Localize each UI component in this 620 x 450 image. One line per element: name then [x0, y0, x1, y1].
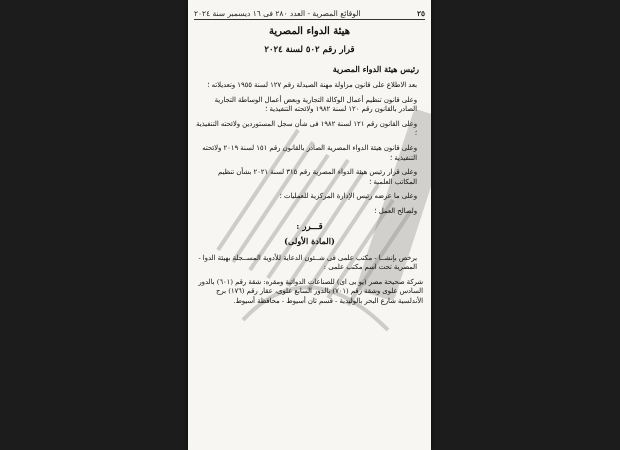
header-page-number: ٢٥	[416, 9, 425, 18]
header-title: الوقائع المصرية - العدد ٢٨٠ فى ١٦ ديسمبر سنة ٢٠٢٤	[194, 9, 361, 18]
preamble-item: وعلى قانون هيئة الدواء المصرية الصادر بالقانون رقم ١٥١ لسنة ٢٠١٩ ولائحته التنفيذية ؛	[202, 143, 417, 162]
document-page	[188, 0, 431, 450]
article-paragraph: يرخص بإنشــا - مكتب علمى فى شــئون الدعاية للأدوية المســجلة بهيئة الدوا - المصرية تحت اسم مكتب علمى :	[198, 253, 417, 272]
document-body	[196, 26, 423, 312]
decides-heading: قـــرر :	[296, 221, 323, 232]
gazette-header	[194, 4, 425, 20]
preamble-item: بعد الاطلاع على قانون مزاولة مهنة الصيدلة رقم ١٢٧ لسنة ١٩٥٥ وتعديلاته ؛	[207, 81, 417, 89]
article-heading: (المادة الأولى)	[284, 235, 335, 246]
authority-title: هيئة الدواء المصرية	[269, 26, 350, 37]
article-paragraph: شركة صحيحة مصر (يو بى اى) للصناعات الدوائية ومقره: شقة رقم (٦٠١) بالدور السادس علوى وشقة رقم (٧٠١) بالدور السابع علوى، عقار رقم (١٧٦) برج الأندلسية شارع البحر بالوليدية - قسم ثان أسيوط - محافظة أسيوط.	[198, 277, 423, 305]
preamble-item: وعلى قانون تنظيم أعمال الوكالة التجارية وبعض أعمال الوساطة التجارية الصادر بالقانون رقم ١٢٠ لسنة ١٩٨٢ ولائحته التنفيذية ؛	[214, 95, 417, 114]
preamble-item: وعلى ما عرضه رئيس الإدارة المركزية للعمليات ؛	[279, 192, 417, 201]
preamble-item: وعلى قرار رئيس هيئة الدواء المصرية رقم ٣١٥ لسنة ٢٠٢١ بشأن تنظيم المكاتب العلمية ؛	[218, 168, 417, 186]
decision-number: قرار رقم ٥٠٢ لسنة ٢٠٢٤	[264, 45, 355, 55]
preamble-item: ولصالح العمل ؛	[374, 206, 417, 215]
issuer-title: رئيس هيئة الدواء المصرية	[332, 64, 419, 74]
preamble-item: وعلى القانون رقم ١٢١ لسنة ١٩٨٢ فى شأن سجل المستوردين ولائحته التنفيذية ؛	[196, 119, 417, 138]
